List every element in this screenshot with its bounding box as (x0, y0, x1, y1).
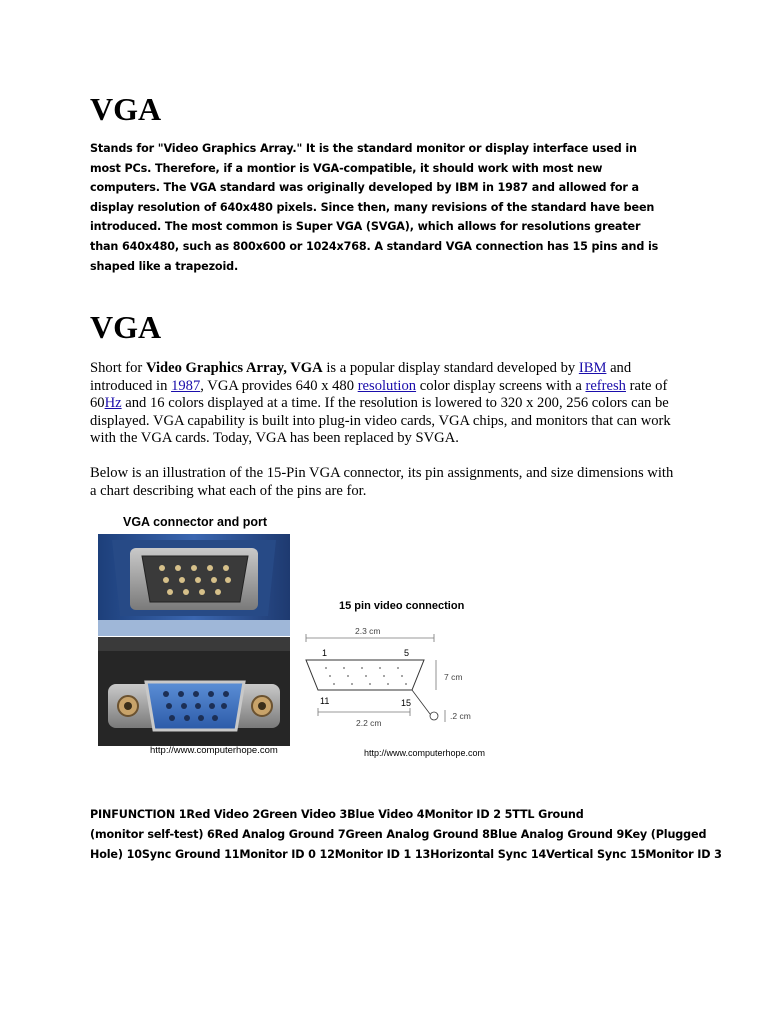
dim-top-label: 2.3 cm (355, 626, 381, 636)
pinfunction-line-3: Hole) 10Sync Ground 11Monitor ID 0 12Monitor ID 1 13Horizontal Sync 14Vertical Sync 15Monitor ID 3 (90, 848, 722, 861)
section1-paragraph: Stands for "Video Graphics Array." It is the standard monitor or display interface used in most PCs. Therefore, if a montior is VGA-compatible, it should work with most new computers. The VGA standard was originally developed by IBM in 1987 and allowed for a display resolution of 640x480 pixels. Since then, many revisions of the standard have been introduced. The most common is Super VGA (SVGA), which allows for resolutions greater than 640x480, such as 800x600 or 1024x768. A standard VGA connection has 15 pins and is shaped like a trapezoid. (90, 142, 659, 273)
resolution-link[interactable]: resolution (357, 377, 417, 394)
intro-text: , VGA provides 640 x 480 (200, 377, 358, 394)
section2-intro-paragraph (90, 360, 680, 448)
pin-diagram-figure (300, 598, 510, 768)
dim-height-label: 7 cm (444, 672, 463, 682)
vga-connector-photo-figure (98, 513, 290, 760)
intro-text: rate of 60 (90, 377, 668, 411)
intro-text: is a popular display standard developed by (322, 360, 579, 376)
pin-diagram (300, 620, 510, 742)
intro-text: and introduced in (90, 360, 632, 394)
pin-15-label: 15 (401, 698, 412, 708)
pin-5-label: 5 (404, 648, 410, 658)
refresh-link[interactable]: refresh (585, 377, 626, 394)
pin-size-circle (430, 712, 438, 720)
pinfunction-block (90, 805, 722, 865)
section2-title: VGA (90, 309, 162, 345)
dim-pin-label: .2 cm (450, 711, 471, 721)
vga-connector-figure-credit: http://www.computerhope.com (150, 745, 278, 756)
year-1987-link[interactable]: 1987 (171, 377, 201, 394)
pinfunction-line-2: (monitor self-test) 6Red Analog Ground 7Green Analog Ground 8Blue Analog Ground 9Key (Plugged (90, 828, 707, 841)
intro-text: and 16 colors displayed at a time. If the resolution is lowered to 320 x 200, 256 colors can be displayed. VGA capability is built into plug-in video cards, VGA chips, and monitors that can work with the VGA cards. Today, VGA has been replaced by SVGA. (90, 395, 671, 446)
pin-diagram-title: 15 pin video connection (339, 600, 465, 612)
vga-connector-photo (98, 534, 290, 746)
pin-11-label: 11 (320, 696, 330, 706)
hz-link[interactable]: Hz (104, 395, 122, 411)
pin-1-label: 1 (322, 648, 328, 658)
vga-connector-figure-title: VGA connector and port (123, 515, 267, 529)
dim-bottom-label: 2.2 cm (356, 718, 382, 728)
intro-bold-term: Video Graphics Array, VGA (145, 360, 323, 376)
section1-title: VGA (90, 91, 162, 127)
section2-illustration-paragraph: Below is an illustration of the 15-Pin VGA connector, its pin assignments, and size dimensions with a chart describing what each of the pins are for. (90, 465, 674, 499)
connector-trapezoid-shape (306, 660, 424, 690)
pin-diagram-credit: http://www.computerhope.com (364, 748, 486, 758)
intro-text: color display screens with a (416, 377, 586, 394)
intro-text: Short for (90, 360, 146, 376)
pinfunction-line-1: PINFUNCTION 1Red Video 2Green Video 3Blue Video 4Monitor ID 2 5TTL Ground (90, 808, 584, 821)
ibm-link[interactable]: IBM (578, 360, 607, 376)
